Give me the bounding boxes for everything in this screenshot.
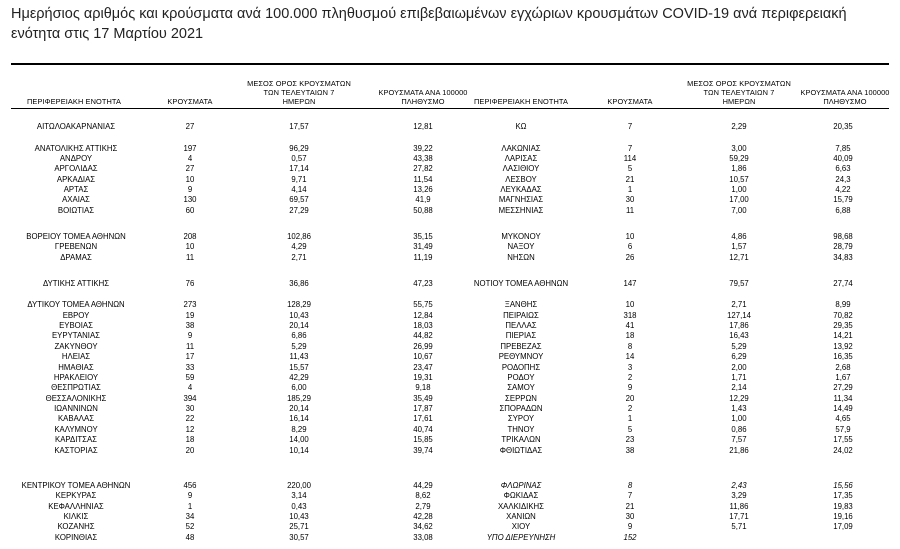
left-avg-cell: 0,57 xyxy=(291,154,307,163)
left-avg-cell: 0,43 xyxy=(291,502,307,511)
left-unit-cell: ΚΑΛΥΜΝΟΥ xyxy=(54,425,98,434)
right-unit-cell: ΠΕΙΡΑΙΩΣ xyxy=(503,311,539,320)
right-per100k-cell: 40,09 xyxy=(833,154,853,163)
right-cases-cell: 30 xyxy=(625,512,635,521)
right-cases-cell: 14 xyxy=(625,352,635,361)
left-cases-cell: 10 xyxy=(185,175,195,184)
right-cases-cell: 152 xyxy=(623,533,637,542)
right-unit-cell: ΛΕΥΚΑΔΑΣ xyxy=(500,185,542,194)
left-cases-cell: 9 xyxy=(187,185,193,194)
right-cases-cell: 2 xyxy=(627,404,633,413)
right-per100k-cell: 29,35 xyxy=(833,321,853,330)
right-unit-cell: ΣΠΟΡΑΔΩΝ xyxy=(499,404,543,413)
left-unit-cell: ΔΥΤΙΚΗΣ ΑΤΤΙΚΗΣ xyxy=(42,279,110,288)
left-unit-cell: ΑΡΚΑΔΙΑΣ xyxy=(56,175,96,184)
left-unit-cell: ΘΕΣΣΑΛΟΝΙΚΗΣ xyxy=(45,394,107,403)
right-unit-cell: ΝΗΣΩΝ xyxy=(507,253,535,262)
right-cases-cell: 26 xyxy=(625,253,635,262)
left-per100k-cell: 33,08 xyxy=(413,533,433,542)
left-per100k-cell: 26,99 xyxy=(413,342,433,351)
right-per100k-cell xyxy=(790,533,896,543)
left-unit-cell: ΚΑΣΤΟΡΙΑΣ xyxy=(54,446,98,455)
left-unit-cell: ΗΛΕΙΑΣ xyxy=(61,352,91,361)
left-avg-cell: 69,57 xyxy=(289,195,309,204)
left-avg-cell: 6,86 xyxy=(291,331,307,340)
right-per100k-cell: 1,67 xyxy=(835,373,851,382)
left-unit-cell: ΑΝΑΤΟΛΙΚΗΣ ΑΤΤΙΚΗΣ xyxy=(34,144,118,153)
left-unit-cell: ΗΡΑΚΛΕΙΟΥ xyxy=(53,373,99,382)
right-cases-cell: 2 xyxy=(627,373,633,382)
left-per100k-cell: 19,31 xyxy=(413,373,433,382)
left-unit-cell: ΓΡΕΒΕΝΩΝ xyxy=(54,242,98,251)
right-unit-cell: ΜΑΓΝΗΣΙΑΣ xyxy=(498,195,544,204)
right-unit-cell: ΚΩ xyxy=(515,122,527,131)
left-avg-cell: 9,71 xyxy=(291,175,307,184)
right-unit-cell: ΦΛΩΡΙΝΑΣ xyxy=(500,481,542,490)
right-avg-cell: 1,71 xyxy=(731,373,747,382)
left-unit-cell: ΙΩΑΝΝΙΝΩΝ xyxy=(54,404,98,413)
left-avg-cell: 185,29 xyxy=(287,394,311,403)
left-avg-cell: 6,00 xyxy=(291,383,307,392)
right-avg-cell: 3,29 xyxy=(731,491,747,500)
right-avg-cell: 2,14 xyxy=(731,383,747,392)
right-cases-cell: 10 xyxy=(625,300,635,309)
left-avg-cell: 8,29 xyxy=(291,425,307,434)
left-cases-cell: 52 xyxy=(185,522,195,531)
left-unit-cell: ΒΟΙΩΤΙΑΣ xyxy=(57,206,95,215)
right-avg-cell: 127,14 xyxy=(727,311,751,320)
right-cases-cell: 9 xyxy=(627,522,633,531)
left-unit-cell: ΑΝΔΡΟΥ xyxy=(59,154,93,163)
left-cases-cell: 33 xyxy=(185,363,195,372)
right-avg-cell: 11,86 xyxy=(729,502,749,511)
left-avg-cell: 10,14 xyxy=(289,446,309,455)
right-unit-cell: ΜΥΚΟΝΟΥ xyxy=(501,232,541,241)
right-per100k-cell: 17,35 xyxy=(833,491,853,500)
left-cases-cell: 19 xyxy=(185,311,195,320)
left-cases-cell: 34 xyxy=(185,512,195,521)
left-avg-cell: 11,43 xyxy=(289,352,309,361)
right-per100k-cell: 15,79 xyxy=(833,195,853,204)
header-avg-line2: ΤΩΝ ΤΕΛΕΥΤΑΙΩΝ 7 xyxy=(703,88,775,97)
right-avg-cell: 1,00 xyxy=(731,185,747,194)
left-avg-cell: 17,57 xyxy=(289,122,309,131)
left-unit-cell: ΚΑΒΑΛΑΣ xyxy=(57,414,95,423)
left-avg-cell: 4,14 xyxy=(291,185,307,194)
left-unit-cell: ΑΡΤΑΣ xyxy=(63,185,89,194)
right-avg-cell: 7,00 xyxy=(731,206,747,215)
right-unit-cell: ΣΥΡΟΥ xyxy=(507,414,535,423)
left-unit-cell: ΚΕΝΤΡΙΚΟΥ ΤΟΜΕΑ ΑΘΗΝΩΝ xyxy=(21,481,131,490)
right-per100k-cell: 19,16 xyxy=(833,512,853,521)
left-per100k-cell: 11,19 xyxy=(413,253,433,262)
left-per100k-cell: 41,9 xyxy=(415,195,431,204)
left-cases-cell: 18 xyxy=(185,435,195,444)
right-avg-cell: 2,71 xyxy=(731,300,747,309)
right-unit-cell: ΣΕΡΡΩΝ xyxy=(505,394,537,403)
left-per100k-cell: 39,22 xyxy=(413,144,433,153)
right-unit-cell: ΡΕΘΥΜΝΟΥ xyxy=(498,352,544,361)
header-per100k-line2: ΠΛΗΘΥΣΜΟ xyxy=(823,97,867,106)
right-unit-cell: ΝΟΤΙΟΥ ΤΟΜΕΑ ΑΘΗΝΩΝ xyxy=(473,279,569,288)
header-avg-line1: ΜΕΣΟΣ ΟΡΟΣ ΚΡΟΥΣΜΑΤΩΝ xyxy=(247,79,351,88)
header-avg-line2: ΤΩΝ ΤΕΛΕΥΤΑΙΩΝ 7 xyxy=(263,88,335,97)
left-avg-cell: 14,00 xyxy=(289,435,309,444)
right-unit-cell: ΛΑΚΩΝΙΑΣ xyxy=(501,144,541,153)
left-avg-cell: 30,57 xyxy=(289,533,309,542)
right-cases-cell: 23 xyxy=(625,435,635,444)
left-per100k-cell: 35,49 xyxy=(413,394,433,403)
right-cases-cell: 318 xyxy=(623,311,637,320)
left-avg-cell: 128,29 xyxy=(287,300,311,309)
left-unit-cell: ΚΕΦΑΛΛΗΝΙΑΣ xyxy=(48,502,104,511)
right-cases-cell: 11 xyxy=(625,206,635,215)
right-cases-cell: 20 xyxy=(625,394,635,403)
left-avg-cell: 36,86 xyxy=(289,279,309,288)
right-avg-cell: 1,00 xyxy=(731,414,747,423)
left-per100k-cell: 17,87 xyxy=(413,404,433,413)
left-unit-cell: ΑΡΓΟΛΙΔΑΣ xyxy=(54,164,98,173)
right-cases-cell: 10 xyxy=(625,232,635,241)
left-cases-cell: 394 xyxy=(183,394,197,403)
header-cases-right: ΚΡΟΥΣΜΑΤΑ xyxy=(607,97,653,106)
left-unit-cell: ΔΥΤΙΚΟΥ ΤΟΜΕΑ ΑΘΗΝΩΝ xyxy=(27,300,125,309)
right-avg-cell: 5,29 xyxy=(731,342,747,351)
right-avg-cell: 6,29 xyxy=(731,352,747,361)
right-cases-cell: 21 xyxy=(625,502,635,511)
left-per100k-cell: 50,88 xyxy=(413,206,433,215)
header-per100k-line2: ΠΛΗΘΥΣΜΟ xyxy=(401,97,445,106)
left-unit-cell: ΕΥΒΟΙΑΣ xyxy=(59,321,93,330)
left-cases-cell: 38 xyxy=(185,321,195,330)
left-cases-cell: 273 xyxy=(183,300,197,309)
right-unit-cell: ΠΙΕΡΙΑΣ xyxy=(505,331,537,340)
right-avg-cell: 17,00 xyxy=(729,195,749,204)
left-cases-cell: 22 xyxy=(185,414,195,423)
right-per100k-cell: 17,55 xyxy=(833,435,853,444)
right-avg-cell: 12,29 xyxy=(729,394,749,403)
right-cases-cell: 114 xyxy=(623,154,637,163)
left-avg-cell: 42,29 xyxy=(289,373,309,382)
left-cases-cell: 208 xyxy=(183,232,197,241)
right-per100k-cell: 27,29 xyxy=(833,383,853,392)
left-per100k-cell: 43,38 xyxy=(413,154,433,163)
left-unit-cell: ΑΙΤΩΛΟΑΚΑΡΝΑΝΙΑΣ xyxy=(36,122,116,131)
right-avg-cell: 2,00 xyxy=(731,363,747,372)
left-unit-cell: ΚΕΡΚΥΡΑΣ xyxy=(55,491,97,500)
right-per100k-cell: 57,9 xyxy=(835,425,851,434)
right-per100k-cell: 19,83 xyxy=(833,502,853,511)
header-avg-left xyxy=(234,79,364,106)
right-avg-cell: 3,00 xyxy=(731,144,747,153)
header-avg-line1: ΜΕΣΟΣ ΟΡΟΣ ΚΡΟΥΣΜΑΤΩΝ xyxy=(687,79,791,88)
right-per100k-cell: 4,65 xyxy=(835,414,851,423)
header-avg-line3: ΗΜΕΡΩΝ xyxy=(282,97,316,106)
left-cases-cell: 17 xyxy=(185,352,195,361)
right-avg-cell: 16,43 xyxy=(729,331,749,340)
left-unit-cell: ΚΟΖΑΝΗΣ xyxy=(57,522,95,531)
right-unit-cell: ΤΡΙΚΑΛΩΝ xyxy=(501,435,541,444)
left-per100k-cell: 39,74 xyxy=(413,446,433,455)
left-per100k-cell: 11,54 xyxy=(413,175,433,184)
right-cases-cell: 9 xyxy=(627,383,633,392)
right-avg-cell: 1,86 xyxy=(731,164,747,173)
right-per100k-cell: 7,85 xyxy=(835,144,851,153)
left-unit-cell: ΕΥΡΥΤΑΝΙΑΣ xyxy=(51,331,100,340)
right-unit-cell: ΣΑΜΟΥ xyxy=(507,383,535,392)
right-avg-cell: 4,86 xyxy=(731,232,747,241)
right-cases-cell: 5 xyxy=(627,164,633,173)
right-avg-cell: 7,57 xyxy=(731,435,747,444)
right-avg-cell: 17,86 xyxy=(729,321,749,330)
left-per100k-cell: 40,74 xyxy=(413,425,433,434)
right-per100k-cell: 13,92 xyxy=(833,342,853,351)
header-unit-left: ΠΕΡΙΦΕΡΕΙΑΚΗ ΕΝΟΤΗΤΑ xyxy=(27,97,121,106)
right-per100k-cell: 34,83 xyxy=(833,253,853,262)
right-avg-cell: 2,29 xyxy=(731,122,747,131)
header-per100k-line1: ΚΡΟΥΣΜΑΤΑ ΑΝΑ 100000 xyxy=(800,88,890,97)
left-per100k-cell: 17,61 xyxy=(413,414,433,423)
right-cases-cell: 5 xyxy=(627,425,633,434)
right-unit-cell: ΛΑΣΙΘΙΟΥ xyxy=(502,164,540,173)
right-cases-cell: 1 xyxy=(627,414,633,423)
left-per100k-cell: 15,85 xyxy=(413,435,433,444)
left-cases-cell: 12 xyxy=(185,425,195,434)
left-cases-cell: 10 xyxy=(185,242,195,251)
right-unit-cell: ΧΑΝΙΩΝ xyxy=(506,512,536,521)
right-per100k-cell: 14,49 xyxy=(833,404,853,413)
left-cases-cell: 76 xyxy=(185,279,195,288)
right-unit-cell: ΤΗΝΟΥ xyxy=(507,425,535,434)
left-avg-cell: 220,00 xyxy=(287,481,311,490)
right-unit-cell: ΡΟΔΟΥ xyxy=(507,373,535,382)
left-avg-cell: 4,29 xyxy=(291,242,307,251)
right-unit-cell: ΜΕΣΣΗΝΙΑΣ xyxy=(498,206,544,215)
right-avg-cell: 21,86 xyxy=(729,446,749,455)
header-avg-line3: ΗΜΕΡΩΝ xyxy=(722,97,756,106)
right-avg-cell: 1,57 xyxy=(731,242,747,251)
left-unit-cell: ΗΜΑΘΙΑΣ xyxy=(58,363,94,372)
right-unit-cell: ΥΠΟ ΔΙΕΡΕΥΝΗΣΗ xyxy=(486,533,556,542)
left-cases-cell: 48 xyxy=(185,533,195,542)
left-cases-cell: 130 xyxy=(183,195,197,204)
right-unit-cell: ΦΘΙΩΤΙΔΑΣ xyxy=(499,446,543,455)
left-cases-cell: 4 xyxy=(187,383,193,392)
left-avg-cell: 20,14 xyxy=(289,404,309,413)
left-cases-cell: 27 xyxy=(185,122,195,131)
left-cases-cell: 59 xyxy=(185,373,195,382)
top-rule xyxy=(11,63,889,65)
left-per100k-cell: 2,79 xyxy=(415,502,431,511)
left-avg-cell: 2,71 xyxy=(291,253,307,262)
left-avg-cell: 102,86 xyxy=(287,232,311,241)
right-cases-cell: 7 xyxy=(627,491,633,500)
right-unit-cell: ΠΡΕΒΕΖΑΣ xyxy=(500,342,542,351)
right-unit-cell: ΧΙΟΥ xyxy=(511,522,531,531)
right-per100k-cell: 24,02 xyxy=(833,446,853,455)
right-per100k-cell: 6,88 xyxy=(835,206,851,215)
left-cases-cell: 9 xyxy=(187,491,193,500)
left-per100k-cell: 47,23 xyxy=(413,279,433,288)
left-unit-cell: ΚΟΡΙΝΘΙΑΣ xyxy=(54,533,98,542)
left-per100k-cell: 55,75 xyxy=(413,300,433,309)
right-per100k-cell: 2,68 xyxy=(835,363,851,372)
right-unit-cell: ΛΕΣΒΟΥ xyxy=(505,175,537,184)
right-avg-cell: 1,43 xyxy=(731,404,747,413)
left-avg-cell: 96,29 xyxy=(289,144,309,153)
page-title: Ημερήσιος αριθμός και κρούσματα ανά 100.000 πληθυσμού επιβεβαιωμένων εγχώριων κρουσμάτων COVID-19 ανά περιφερειακή ενότητα στις 17 Μαρτίου 2021 xyxy=(11,6,847,42)
left-unit-cell: ΘΕΣΠΡΩΤΙΑΣ xyxy=(51,383,101,392)
left-per100k-cell: 35,15 xyxy=(413,232,433,241)
left-avg-cell: 16,14 xyxy=(289,414,309,423)
right-avg-cell: 2,43 xyxy=(731,481,747,490)
left-per100k-cell: 31,49 xyxy=(413,242,433,251)
right-avg-cell: 10,57 xyxy=(729,175,749,184)
header-per100k-line1: ΚΡΟΥΣΜΑΤΑ ΑΝΑ 100000 xyxy=(378,88,468,97)
right-per100k-cell: 8,99 xyxy=(835,300,851,309)
right-unit-cell: ΡΟΔΟΠΗΣ xyxy=(501,363,541,372)
right-cases-cell: 21 xyxy=(625,175,635,184)
right-per100k-cell: 6,63 xyxy=(835,164,851,173)
left-unit-cell: ΚΑΡΔΙΤΣΑΣ xyxy=(55,435,97,444)
right-per100k-cell: 28,79 xyxy=(833,242,853,251)
left-unit-cell: ΑΧΑΙΑΣ xyxy=(62,195,90,204)
left-unit-cell: ΖΑΚΥΝΘΟΥ xyxy=(54,342,98,351)
left-per100k-cell: 13,26 xyxy=(413,185,433,194)
left-cases-cell: 20 xyxy=(185,446,195,455)
right-cases-cell: 8 xyxy=(627,481,633,490)
right-avg-cell xyxy=(672,533,806,543)
left-avg-cell: 25,71 xyxy=(289,522,309,531)
header-rule xyxy=(11,108,889,109)
right-unit-cell: ΛΑΡΙΣΑΣ xyxy=(504,154,538,163)
left-avg-cell: 27,29 xyxy=(289,206,309,215)
left-cases-cell: 197 xyxy=(183,144,197,153)
right-cases-cell: 147 xyxy=(623,279,637,288)
header-cases-left: ΚΡΟΥΣΜΑΤΑ xyxy=(167,97,213,106)
right-cases-cell: 41 xyxy=(625,321,635,330)
left-avg-cell: 10,43 xyxy=(289,512,309,521)
right-avg-cell: 17,71 xyxy=(729,512,749,521)
left-cases-cell: 11 xyxy=(185,253,195,262)
right-per100k-cell: 4,22 xyxy=(835,185,851,194)
right-avg-cell: 5,71 xyxy=(731,522,747,531)
left-per100k-cell: 9,18 xyxy=(415,383,431,392)
left-unit-cell: ΔΡΑΜΑΣ xyxy=(60,253,92,262)
right-per100k-cell: 70,82 xyxy=(833,311,853,320)
left-avg-cell: 20,14 xyxy=(289,321,309,330)
right-per100k-cell: 14,21 xyxy=(833,331,853,340)
left-unit-cell: ΒΟΡΕΙΟΥ ΤΟΜΕΑ ΑΘΗΝΩΝ xyxy=(26,232,126,241)
right-avg-cell: 0,86 xyxy=(731,425,747,434)
left-cases-cell: 1 xyxy=(187,502,193,511)
left-unit-cell: ΚΙΛΚΙΣ xyxy=(63,512,89,521)
right-per100k-cell: 11,34 xyxy=(833,394,853,403)
right-per100k-cell: 98,68 xyxy=(833,232,853,241)
right-per100k-cell: 16,35 xyxy=(833,352,853,361)
left-cases-cell: 30 xyxy=(185,404,195,413)
left-per100k-cell: 34,62 xyxy=(413,522,433,531)
right-per100k-cell: 20,35 xyxy=(833,122,853,131)
right-cases-cell: 3 xyxy=(627,363,633,372)
header-avg-right xyxy=(672,79,806,106)
left-per100k-cell: 18,03 xyxy=(413,321,433,330)
right-per100k-cell: 24,3 xyxy=(835,175,851,184)
left-cases-cell: 27 xyxy=(185,164,195,173)
left-cases-cell: 9 xyxy=(187,331,193,340)
right-unit-cell: ΧΑΛΚΙΔΙΚΗΣ xyxy=(497,502,544,511)
right-cases-cell: 1 xyxy=(627,185,633,194)
left-avg-cell: 3,14 xyxy=(291,491,307,500)
left-per100k-cell: 44,29 xyxy=(413,481,433,490)
right-cases-cell: 7 xyxy=(627,144,633,153)
left-per100k-cell: 12,84 xyxy=(413,311,433,320)
left-per100k-cell: 42,28 xyxy=(413,512,433,521)
right-avg-cell: 59,29 xyxy=(729,154,749,163)
left-per100k-cell: 8,62 xyxy=(415,491,431,500)
right-unit-cell: ΦΩΚΙΔΑΣ xyxy=(503,491,539,500)
right-per100k-cell: 17,09 xyxy=(833,522,853,531)
left-per100k-cell: 23,47 xyxy=(413,363,433,372)
right-cases-cell: 6 xyxy=(627,242,633,251)
right-per100k-cell: 27,74 xyxy=(833,279,853,288)
right-unit-cell: ΝΑΞΟΥ xyxy=(507,242,535,251)
right-cases-cell: 8 xyxy=(627,342,633,351)
left-cases-cell: 456 xyxy=(183,481,197,490)
right-unit-cell: ΠΕΛΛΑΣ xyxy=(505,321,537,330)
left-per100k-cell: 27,82 xyxy=(413,164,433,173)
left-avg-cell: 5,29 xyxy=(291,342,307,351)
right-avg-cell: 12,71 xyxy=(729,253,749,262)
right-per100k-cell: 15,56 xyxy=(833,481,853,490)
right-avg-cell: 79,57 xyxy=(729,279,749,288)
header-unit-right: ΠΕΡΙΦΕΡΕΙΑΚΗ ΕΝΟΤΗΤΑ xyxy=(474,97,568,106)
right-cases-cell: 30 xyxy=(625,195,635,204)
left-avg-cell: 15,57 xyxy=(289,363,309,372)
header-per100k-right xyxy=(790,88,900,106)
left-cases-cell: 11 xyxy=(185,342,195,351)
left-per100k-cell: 44,82 xyxy=(413,331,433,340)
left-cases-cell: 4 xyxy=(187,154,193,163)
right-cases-cell: 18 xyxy=(625,331,635,340)
right-cases-cell: 38 xyxy=(625,446,635,455)
left-cases-cell: 60 xyxy=(185,206,195,215)
left-avg-cell: 17,14 xyxy=(289,164,309,173)
right-cases-cell: 7 xyxy=(627,122,633,131)
left-per100k-cell: 10,67 xyxy=(413,352,433,361)
left-per100k-cell: 12,81 xyxy=(413,122,433,131)
right-unit-cell: ΞΑΝΘΗΣ xyxy=(504,300,538,309)
left-unit-cell: ΕΒΡΟΥ xyxy=(62,311,90,320)
left-avg-cell: 10,43 xyxy=(289,311,309,320)
